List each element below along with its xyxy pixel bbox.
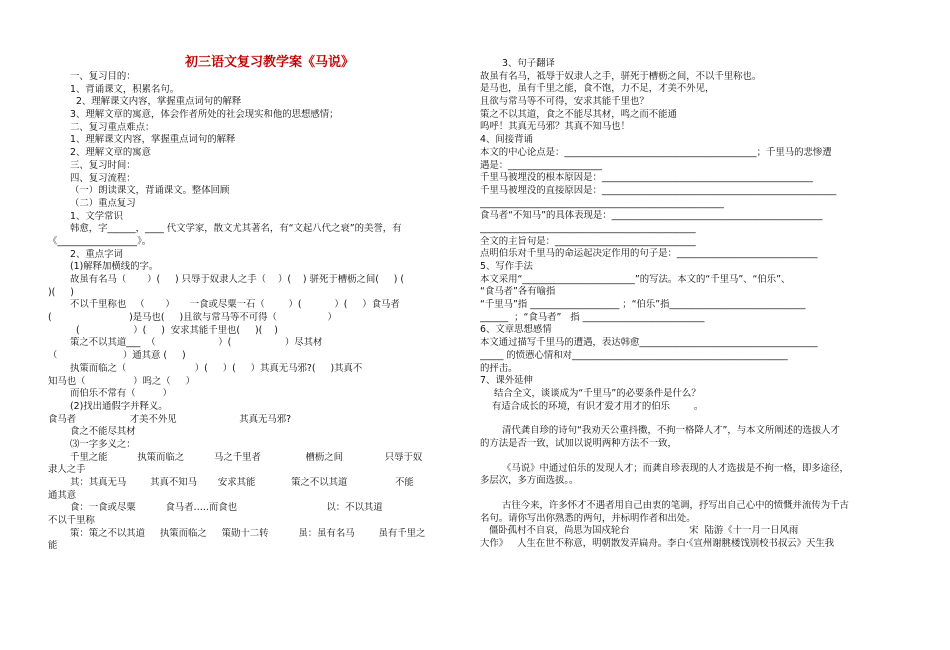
text-line: “千里马”指 ___________________ ；“伯乐”指_____________________________	[480, 299, 806, 311]
text-line: 7、课外延伸	[480, 375, 533, 387]
right-section-gong-zizhen	[480, 425, 905, 450]
page-title: 初三语文复习教学案《马说》	[185, 55, 355, 70]
text-line: 故虽有名马，祗辱于奴隶人之手，骈死于槽枥之间，不以千里称也。	[480, 70, 762, 82]
text-line: 知马也（ ）呜之（ ）	[48, 375, 195, 387]
text-line: 结合全文，谈谈成为“千里马”的必要条件是什么？	[494, 387, 701, 399]
text-line: 点明伯乐对千里马的命运起决定作用的句子是：______________________________	[480, 248, 818, 260]
text-line: 千里马被埋没的根本原因是：_____________________________________________	[480, 172, 813, 184]
text-line: 韩愈，字______，____ 代文学家，散文尤其著名，有“文起八代之衰”的美誉，有	[70, 223, 402, 235]
text-line: 1、理解课文内容，掌握重点词句的解释	[70, 134, 236, 146]
text-line: 有适合成长的环境，有识才爱才用才的伯乐 。	[480, 400, 704, 412]
text-line: （二）重点复习	[70, 197, 136, 209]
text-line: 《马说》中通过伯乐的发现人才；而龚自珍表现的人才选拔是不拘一格，即多途径，	[502, 462, 849, 474]
text-line: ______ ；“食马者” 指 __________________________	[480, 311, 705, 323]
text-line: _____ 的愤懑心情和对______________________________________________	[480, 349, 788, 361]
text-line: ⑶一字多义之：	[70, 438, 136, 450]
text-line: ( ）( ) 安求其能千里也( )( )	[70, 324, 278, 336]
text-line: 多层次，多方面选拔。。	[480, 475, 579, 487]
text-line: 食：一食或尽粟 食马者…..而食也 以：不以其道	[70, 502, 383, 514]
text-line: 食马者 才美不外见 其真无马邪?	[48, 413, 292, 425]
left-body	[48, 71, 468, 553]
text-line: （一）朗读课文，背诵课文。整体回顾	[70, 185, 230, 197]
right-section-answer	[480, 463, 905, 488]
text-line: 二、复习重点难点：	[70, 121, 155, 133]
text-line: 故虽有名马（ ）( ) 只辱于奴隶人之手（ ）( ) 骈死于槽枥之间( ) (	[70, 274, 405, 285]
text-line: 不以千里称也 （ ） 一食或尽粟一石（ ）( ）( ）食马者	[70, 299, 400, 311]
text-line: 执策而临之（ ）( ）( ）其真无马邪?( )其真不	[70, 362, 363, 374]
text-line: 遇是：____________________	[480, 159, 602, 171]
text-line: 《_________________》。	[48, 235, 152, 247]
text-line: 2、理解文章的寓意	[70, 147, 151, 159]
text-line: ______________________________________________	[480, 222, 696, 234]
text-line: 千里之能 执策而临之 马之千里者 槽枥之间 只辱于奴	[70, 451, 423, 463]
text-line: 5、写作手法	[480, 261, 533, 272]
right-section-review	[480, 58, 905, 413]
text-line: (2)找出通假字并释义。	[70, 400, 168, 412]
text-line: （ ）通其意 ( )	[48, 350, 186, 362]
text-line: 6、文章思想感情	[480, 324, 552, 336]
text-line: 的抨击。	[480, 362, 518, 374]
text-line: 2、重点字词	[70, 248, 123, 260]
left-column	[48, 0, 468, 553]
text-line: 策之不以其道___ （ ）( ）尽其材	[70, 337, 323, 349]
text-line: 全文的主旨句是：______________________________	[480, 235, 696, 247]
text-line: 清代龚自珍的诗句“我劝天公重抖擞，不拘一格降人才”，与本文所阐述的选拔人才	[502, 425, 840, 437]
text-line: 策：策之不以其道 执策而临之 策勋十二转 虽：虽有名马 虽有千里之	[70, 527, 426, 539]
text-line: 古往今来，许多怀才不遇者用自己由衷的笔调，抒写出自己心中的愤慨并流传为千古	[502, 500, 849, 511]
text-line: 不以千里称	[48, 515, 95, 527]
text-line: 大作》 人生在世不称意，明朝散发弄扁舟。李白·《宣州谢脁楼饯别校书叔云》天生我	[480, 538, 835, 550]
text-line: 本文的中心论点是：_________________________________________；千里马的悲惨遭	[480, 146, 832, 158]
text-line: 策之不以其道，食之不能尽其材，鸣之而不能通	[480, 108, 677, 120]
text-line: 僵卧孤村不自哀，尚思为国戍轮台 宋 陆游《十一月一日风雨	[480, 525, 799, 537]
text-line: 食之不能尽其材	[70, 426, 136, 438]
text-line: ____________________________________________________	[480, 197, 724, 209]
right-section-extension	[480, 500, 905, 551]
text-line: 呜呼！其真无马邪？其真不知马也！	[480, 121, 631, 133]
text-line: 其：其真无马 其真不知马 安求其能 策之不以其道 不能	[70, 477, 414, 488]
text-line: 千里马被埋没的直接原因是：__________________________________________________	[480, 184, 837, 196]
text-line: 的方法是否一致，试加以说明两种方法不一致，	[480, 437, 677, 449]
text-line: 能	[48, 540, 58, 552]
text-line: 一、复习目的：	[70, 71, 136, 82]
text-line: 4、间接背诵	[480, 134, 533, 146]
text-line: “食马者”各有喻指	[480, 286, 556, 298]
text-line: 四、复习流程：	[70, 172, 136, 184]
text-line: 而伯乐不常有（ ）	[70, 388, 172, 400]
text-line: 本文通过描写千里马的遭遇，表达韩愈______________________________________	[480, 337, 818, 349]
text-line: 且欲与常马等不可得，安求其能千里也？	[480, 96, 649, 108]
text-line: ( )是马也( )且欲与常马等不可得（ ）	[48, 312, 337, 324]
text-line: 本文采用“________________________”的写法。本文的“千里马”、“伯乐”、	[480, 273, 791, 285]
text-line: (1)解释加横线的字。	[70, 261, 159, 273]
text-line: 1、文学常识	[70, 210, 123, 222]
right-column	[480, 0, 905, 551]
text-line: 是马也，虽有千里之能，食不饱，力不足，才美不外见，	[480, 83, 715, 95]
text-line: 三、复习时间：	[70, 159, 136, 171]
text-line: 3、理解文章的寓意，体会作者所处的社会现实和他的思想感情；	[70, 109, 339, 121]
text-line: 1、背诵课文，积累名句。	[70, 83, 180, 95]
text-line: 隶人之手	[48, 464, 86, 476]
text-line: 食马者“不知马”的具体表现是：_____________________________________________	[480, 210, 823, 222]
text-line: 2、理解课文内容，掌握重点词句的解释	[70, 96, 242, 108]
text-line: )( )	[48, 286, 74, 298]
text-line: 3、句子翻译	[502, 58, 555, 69]
text-line: 名句。请你写出你熟悉的两句，并标明作者和出处。	[480, 512, 696, 524]
text-line: 通其意	[48, 489, 77, 501]
